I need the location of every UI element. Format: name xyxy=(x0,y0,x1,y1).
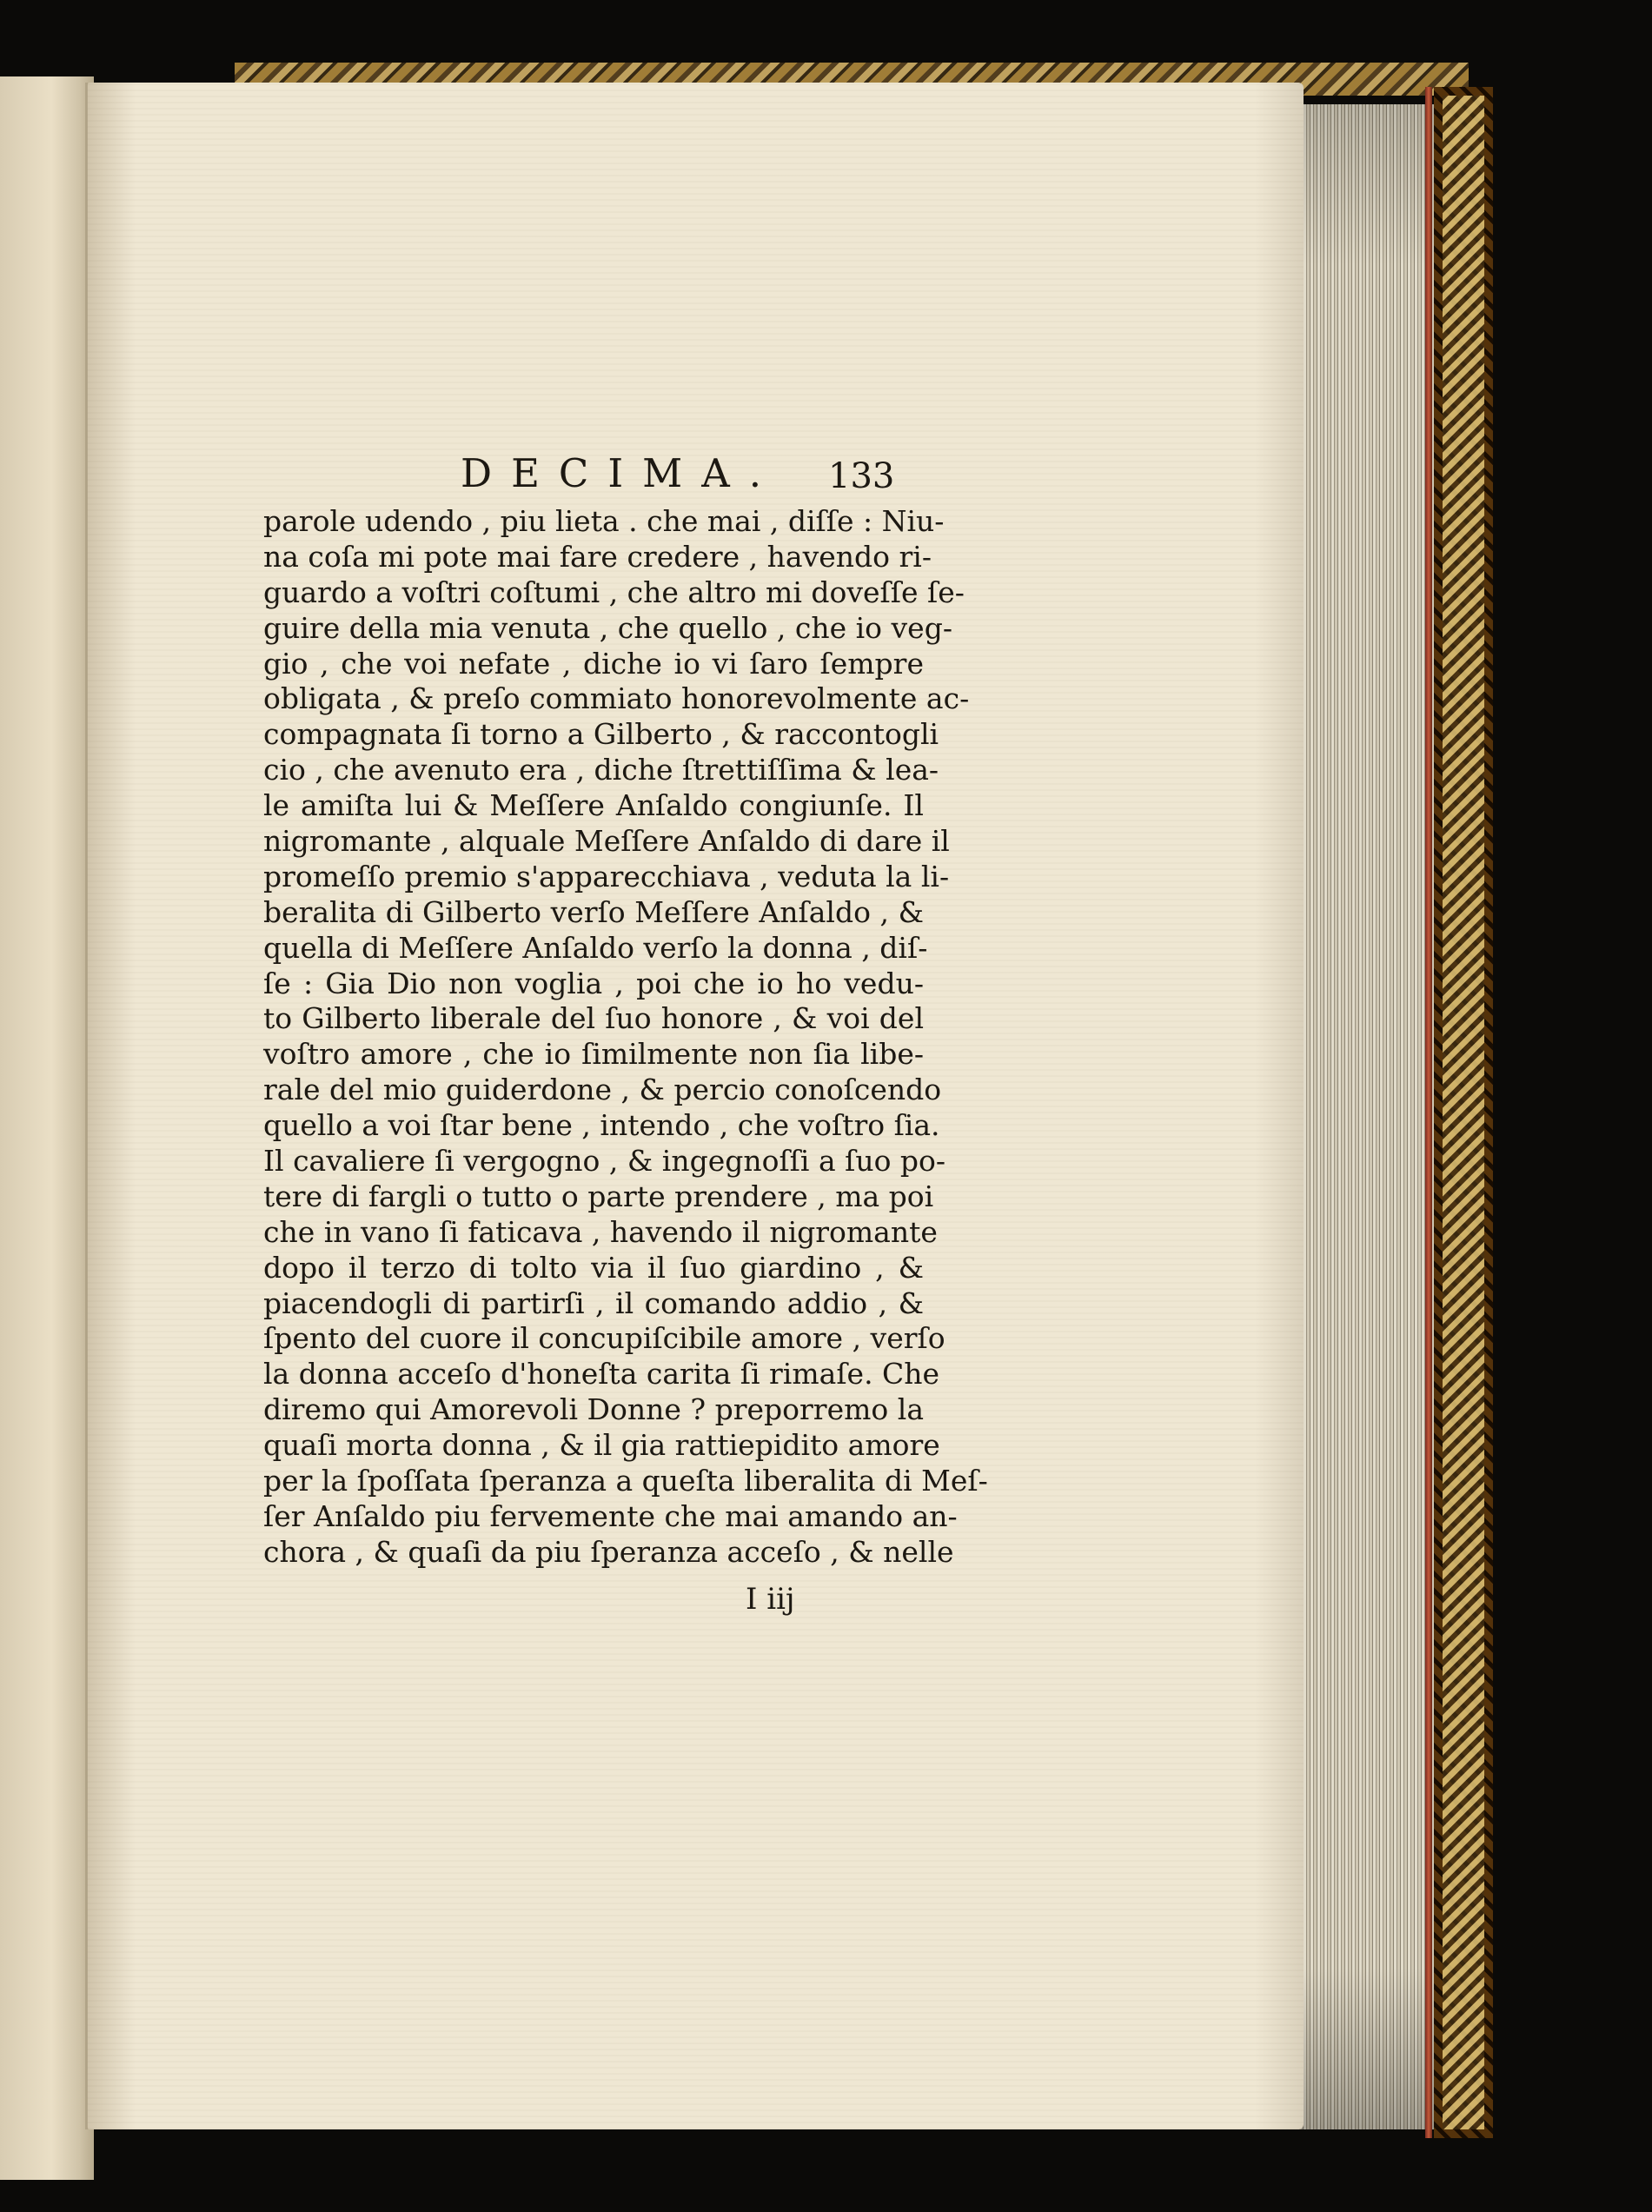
text-line: piacendogli di partirſi , il comando addio , & xyxy=(263,1285,924,1320)
text-line: Il cavaliere ſi vergogno , & ingegnoſſi a ſuo po- xyxy=(263,1144,946,1179)
text-line: che in vano ſi faticava , havendo il nigromante xyxy=(263,1214,938,1249)
text-line: voſtro amore , che io ſimilmente non ſia libe- xyxy=(263,1037,924,1072)
text-line: guardo a voſtri coſtumi , che altro mi doveſſe ſe- xyxy=(263,575,965,609)
text-line: quello a voi ſtar bene , intendo , che voſtro ſia. xyxy=(263,1108,940,1143)
text-line: le amiſta lui & Meſſere Anſaldo congiunſe. Il xyxy=(263,788,924,823)
text-line: diremo qui Amorevoli Donne ? preporremo la xyxy=(263,1392,924,1427)
text-line: la donna acceſo d'honeſta carita ſi rimaſe. Che xyxy=(263,1357,940,1392)
binding-red-edge xyxy=(1425,87,1432,2138)
text-line: quella di Meſſere Anſaldo verſo la donna , diſ- xyxy=(263,930,928,965)
text-line: gio , che voi nefate , diche io vi ſaro ſempre xyxy=(263,646,924,681)
text-line: cio , che avenuto era , diche ſtrettiſſima & lea- xyxy=(263,753,939,787)
text-line: ſe : Gia Dio non voglia , poi che io ho vedu- xyxy=(263,966,924,1000)
text-line: ſpento del cuore il concupiſcibile amore , verſo xyxy=(263,1321,945,1356)
page-number: 133 xyxy=(828,456,895,496)
text-line: na coſa mi pote mai fare credere , havendo ri- xyxy=(263,539,932,574)
text-line: beralita di Gilberto verſo Meſſere Anſaldo , & xyxy=(263,894,924,929)
gilt-binding-pattern xyxy=(1443,96,1484,2129)
running-title: DECIMA. xyxy=(461,450,781,496)
text-line: guire della mia venuta , che quello , che io veg- xyxy=(263,610,952,645)
text-line: compagnata ſi torno a Gilberto , & raccontogli xyxy=(263,717,939,752)
page-gutter xyxy=(85,83,88,2129)
page-fore-edge-shade xyxy=(1286,104,1434,2129)
text-line: promeſſo premio s'apparecchiava , veduta la li- xyxy=(263,859,950,893)
text-line: rale del mio guiderdone , & percio conoſcendo xyxy=(263,1073,942,1107)
text-line: chora , & quaſi da piu ſperanza acceſo , & nelle xyxy=(263,1534,954,1569)
body-text xyxy=(263,504,988,1571)
facing-page-edge xyxy=(0,76,94,2180)
text-line: parole udendo , piu lieta . che mai , diſſe : Niu- xyxy=(263,504,945,538)
text-line: ſer Anſaldo piu fervemente che mai amando an- xyxy=(263,1498,958,1533)
text-line: nigromante , alquale Meſſere Anſaldo di dare il xyxy=(263,824,950,859)
signature-mark: I iij xyxy=(746,1582,795,1617)
text-line: to Gilberto liberale del ſuo honore , & voi del xyxy=(263,1001,924,1036)
text-line: obligata , & preſo commiato honorevolmente ac- xyxy=(263,681,970,716)
text-line: tere di fargli o tutto o parte prendere , ma poi xyxy=(263,1179,934,1213)
text-line: per la ſpoſſata ſperanza a queſta liberalita di Meſ- xyxy=(263,1464,988,1498)
text-line: dopo il terzo di tolto via il ſuo giardino , & xyxy=(263,1250,924,1285)
text-line: quaſi morta donna , & il gia rattiepidito amore xyxy=(263,1428,940,1463)
